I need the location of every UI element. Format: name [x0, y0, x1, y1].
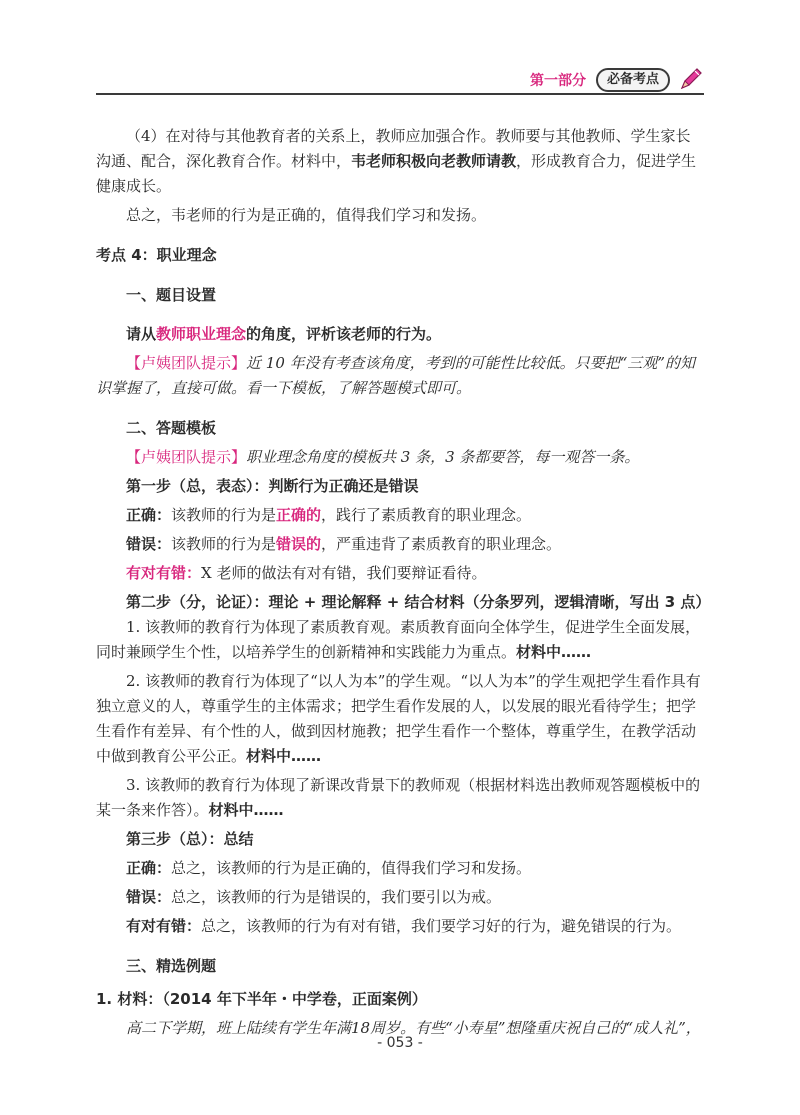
page-number: - 053 -	[377, 1035, 423, 1051]
question-line: 请从教师职业理念的角度，评析该老师的行为。	[126, 325, 442, 343]
kaodian-heading: 考点 4：职业理念	[96, 246, 217, 264]
point-3: 3. 该教师的教育行为体现了新课改背景下的教师观（根据材料选出教师观答题模板中的某一条来作答）。材料中……	[96, 776, 701, 819]
correct-line: 正确：该教师的行为是正确的，践行了素质教育的职业理念。	[126, 506, 532, 524]
wrong-line: 错误：该教师的行为是错误的，严重违背了素质教育的职业理念。	[126, 535, 562, 553]
page-content	[96, 124, 711, 1041]
material-story: 高二下学期，班上陆续有学生年满18周岁。有些“小寿星”想隆重庆祝自己的“成人礼”，	[126, 1019, 701, 1037]
material-heading: 1. 材料：（2014 年下半年・中学卷，正面案例）	[96, 990, 427, 1008]
point-1: 1. 该教师的教育行为体现了素质教育观。素质教育面向全体学生，促进学生全面发展，同时兼顾学生个性，以培养学生的创新精神和实践能力为重点。材料中……	[96, 618, 701, 661]
tip-2: 【卢姨团队提示】职业理念角度的模板共 3 条，3 条都要答，每一观答一条。	[126, 448, 640, 466]
header-divider	[96, 93, 704, 95]
summary: 总之，韦老师的行为是正确的，值得我们学习和发扬。	[126, 206, 487, 224]
summary-mixed: 有对有错：总之，该教师的行为有对有错，我们要学习好的行为，避免错误的行为。	[126, 917, 682, 935]
section-3-title: 三、精选例题	[126, 957, 217, 975]
step-1: 第一步（总，表态）：判断行为正确还是错误	[126, 477, 419, 495]
mixed-line: 有对有错：X 老师的做法有对有错，我们要辩证看待。	[126, 564, 487, 582]
step-3: 第三步（总）：总结	[126, 830, 254, 848]
header-part-label: 第一部分	[530, 73, 586, 89]
section-2-title: 二、答题模板	[126, 419, 217, 437]
section-1-title: 一、题目设置	[126, 286, 217, 304]
tip-1: 【卢姨团队提示】近 10 年没有考查该角度，考到的可能性比较低。只要把“三观”的知识掌握了，直接可做。看一下模板，了解答题模式即可。	[96, 354, 695, 397]
paragraph-4: （4）在对待与其他教育者的关系上，教师应加强合作。教师要与其他教师、学生家长沟通、配合，深化教育合作。材料中，韦老师积极向老教师请教，形成教育合力，促进学生健康成长。	[96, 127, 697, 195]
summary-wrong: 错误：总之，该教师的行为是错误的，我们要引以为戒。	[126, 888, 502, 906]
summary-correct: 正确：总之，该教师的行为是正确的，值得我们学习和发扬。	[126, 859, 532, 877]
page-header	[96, 66, 704, 94]
header-badge: 必备考点	[596, 68, 670, 92]
pen-icon	[678, 66, 704, 92]
point-2: 2. 该教师的教育行为体现了“以人为本”的学生观。“以人为本”的学生观把学生看作具有独立意义的人，尊重学生的主体需求；把学生看作发展的人，以发展的眼光看待学生；把学生看作有差异、有个性的人，做到因材施教；把学生看作一个整体，尊重学生，在教学活动中做到教育公平公正。材料中……	[96, 672, 701, 765]
step-2: 第二步（分，论证）：理论 + 理论解释 + 结合材料（分条罗列，逻辑清晰，写出 3 点）	[126, 593, 711, 611]
